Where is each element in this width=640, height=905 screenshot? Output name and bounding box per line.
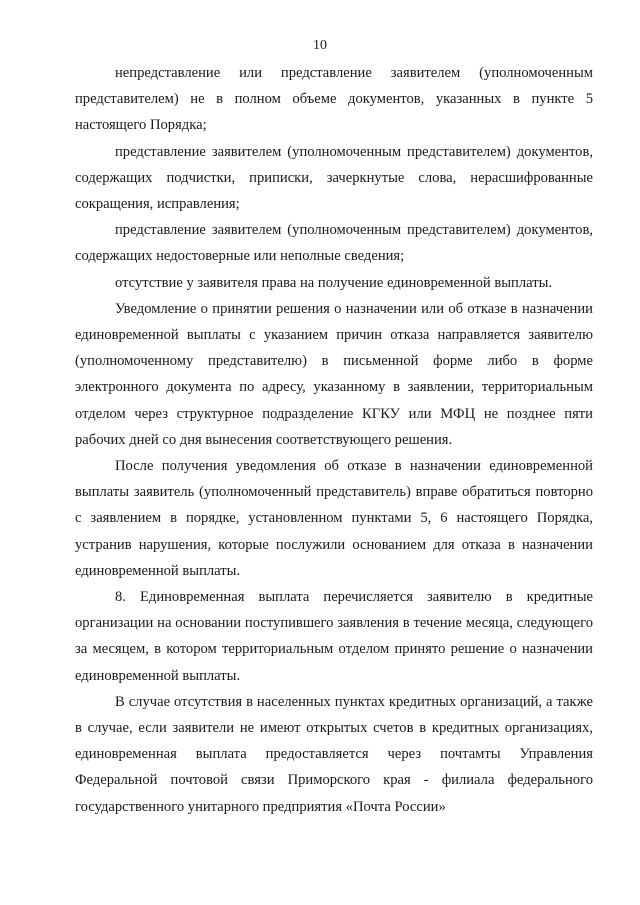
paragraph-no-right: отсутствие у заявителя права на получение единовременной выплаты.	[115, 274, 553, 291]
page-number: 10	[313, 38, 327, 53]
paragraph-postal-delivery: В случае отсутствия в населенных пунктах кредитных организаций, а также в случае, если заявители не имеют открытых счетов в кредитных организациях, единовременная выплата предоставляется через почтамты Управления Федеральной почтовой связи Приморского края - филиала федерального государственного унитарного предприятия «Почта России»	[75, 693, 593, 815]
paragraph-corrections: представление заявителем (уполномоченным представителем) документов, содержащих подчистки, приписки, зачеркнутые слова, нерасшифрованные сокращения, исправления;	[75, 143, 593, 213]
document-body	[75, 60, 593, 820]
paragraph-nonsubmission: непредставление или представление заявителем (уполномоченным представителем) не в полном объеме документов, указанных в пункте 5 настоящего Порядка;	[75, 65, 593, 134]
paragraph-notification: Уведомление о принятии решения о назначении или об отказе в назначении единовременной выплаты с указанием причин отказа направляется заявителю (уполномоченному представителю) в письменной форме либо в форме электронного документа по адресу, указанному в заявлении, территориальным отделом через структурное подразделение КГКУ или МФЦ не позднее пяти рабочих дней со дня вынесения соответствующего решения.	[75, 300, 593, 448]
paragraph-unreliable-info: представление заявителем (уполномоченным представителем) документов, содержащих недостоверные или неполные сведения;	[75, 222, 593, 265]
paragraph-item-8: 8. Единовременная выплата перечисляется заявителю в кредитные организации на основании поступившего заявления в течение месяца, следующего за месяцем, в котором территориальным отделом принято решение о назначении единовременной выплаты.	[75, 589, 593, 684]
paragraph-resubmission: После получения уведомления об отказе в назначении единовременной выплаты заявитель (уполномоченный представитель) вправе обратиться повторно с заявлением в порядке, установленном пунктами 5, 6 настоящего Порядка, устранив нарушения, которые послужили основанием для отказа в назначении единовременной выплаты.	[75, 458, 593, 579]
